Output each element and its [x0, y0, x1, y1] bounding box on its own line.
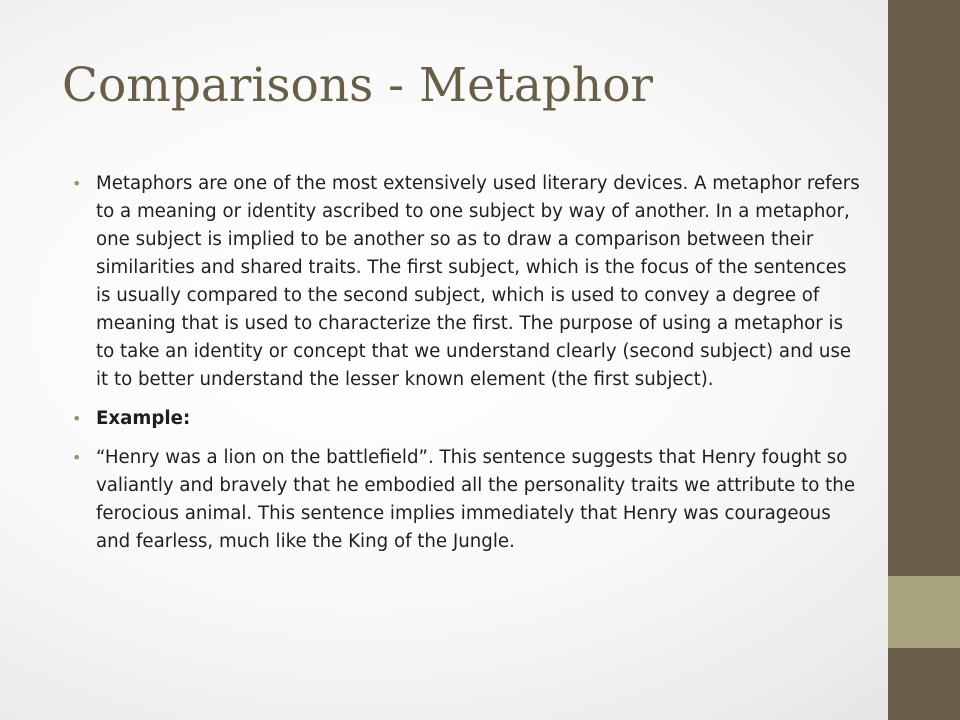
bullet-icon: •: [72, 409, 82, 428]
bullet-text-example-heading: Example:: [96, 408, 191, 429]
bullet-list: [72, 170, 862, 567]
sidebar-accent-block: [888, 576, 960, 648]
sidebar-band-top: [888, 0, 960, 576]
bullet-item-example: [72, 444, 862, 556]
bullet-text-example: “Henry was a lion on the battlefield”. This sentence suggests that Henry fought so valiantly and bravely that he embodied all the personality traits we attribute to the ferocious animal. This sentence implies immediately that Henry was courageous and fearless, much like the King of the Jungle.: [96, 447, 856, 552]
bullet-item-definition: [72, 170, 862, 394]
bullet-icon: •: [72, 448, 82, 467]
bullet-text-definition: Metaphors are one of the most extensively used literary devices. A metaphor refers to a meaning or identity ascribed to one subject by way of another. In a metaphor, one subject is implied to be another so as to draw a comparison between their similarities and shared traits. The first subject, which is the focus of the sentences is usually compared to the second subject, which is used to convey a degree of meaning that is used to characterize the first. The purpose of using a metaphor is to take an identity or concept that we understand clearly (second subject) and use it to better understand the lesser known element (the first subject).: [96, 173, 860, 390]
bullet-icon: •: [72, 174, 82, 193]
slide-title: Comparisons - Metaphor: [62, 58, 653, 113]
bullet-item-example-heading: [72, 405, 862, 433]
sidebar-band-bottom: [888, 648, 960, 720]
